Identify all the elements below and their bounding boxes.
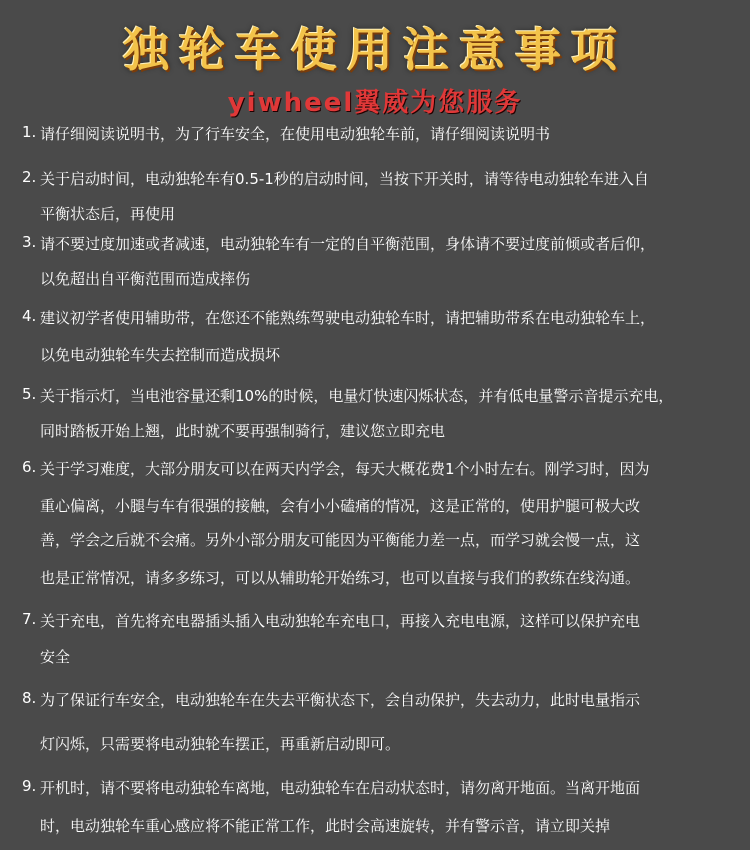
item-text-line: 也是正常情况，请多多练习，可以从辅助轮开始练习，也可以直接与我们的教练在线沟通。	[40, 569, 641, 587]
item-text-line: 请不要过度加速或者减速，电动独轮车有一定的自平衡范围，身体请不要过度前倾或者后仰，	[40, 235, 656, 253]
item-text-line: 平衡状态后，再使用	[40, 205, 176, 223]
item-number: 5.	[22, 385, 37, 403]
item-text-line: 关于学习难度，大部分朋友可以在两天内学会，每天大概花费1个小时左右。刚学习时，因为	[40, 460, 650, 478]
item-number: 2.	[22, 168, 37, 186]
item-text-line: 安全	[40, 648, 71, 666]
item-text-line: 重心偏离，小腿与车有很强的接触，会有小小磕痛的情况，这是正常的，使用护腿可极大改	[40, 497, 641, 515]
item-text-line: 同时踏板开始上翘，此时就不要再强制骑行，建议您立即充电	[40, 422, 446, 440]
item-text-line: 时，电动独轮车重心感应将不能正常工作，此时会高速旋转，并有警示音，请立即关掉	[40, 817, 611, 835]
item-number: 9.	[22, 777, 37, 795]
item-text-line: 善，学会之后就不会痛。另外小部分朋友可能因为平衡能力差一点，而学习就会慢一点，这	[40, 531, 641, 549]
item-text-line: 关于启动时间，电动独轮车有0.5-1秒的启动时间，当按下开关时，请等待电动独轮车进入自	[40, 170, 649, 188]
item-text-line: 建议初学者使用辅助带，在您还不能熟练驾驶电动独轮车时，请把辅助带系在电动独轮车上，	[40, 309, 656, 327]
page-title: 独轮车使用注意事项	[123, 23, 627, 77]
item-text-line: 关于充电，首先将充电器插头插入电动独轮车充电口，再接入充电电源，这样可以保护充电	[40, 612, 641, 630]
item-number: 7.	[22, 610, 37, 628]
item-number: 4.	[22, 307, 37, 325]
page-subtitle: yiwheel翼威为您服务	[227, 88, 523, 118]
item-number: 1.	[22, 123, 37, 141]
item-number: 3.	[22, 233, 37, 251]
item-text-line: 关于指示灯，当电池容量还剩10%的时候，电量灯快速闪烁状态，并有低电量警示音提示充电，	[40, 387, 674, 405]
item-number: 6.	[22, 458, 37, 476]
item-text-line: 以免电动独轮车失去控制而造成损坏	[40, 346, 281, 364]
item-text-line: 为了保证行车安全，电动独轮车在失去平衡状态下，会自动保护，失去动力，此时电量指示	[40, 691, 641, 709]
item-number: 8.	[22, 689, 37, 707]
item-text-line: 以免超出自平衡范围而造成摔伤	[40, 270, 251, 288]
item-text-line: 灯闪烁，只需要将电动独轮车摆正，再重新启动即可。	[40, 735, 401, 753]
item-text-line: 开机时，请不要将电动独轮车离地，电动独轮车在启动状态时，请勿离开地面。当离开地面	[40, 779, 641, 797]
item-text-line: 请仔细阅读说明书，为了行车安全，在使用电动独轮车前，请仔细阅读说明书	[40, 125, 551, 143]
